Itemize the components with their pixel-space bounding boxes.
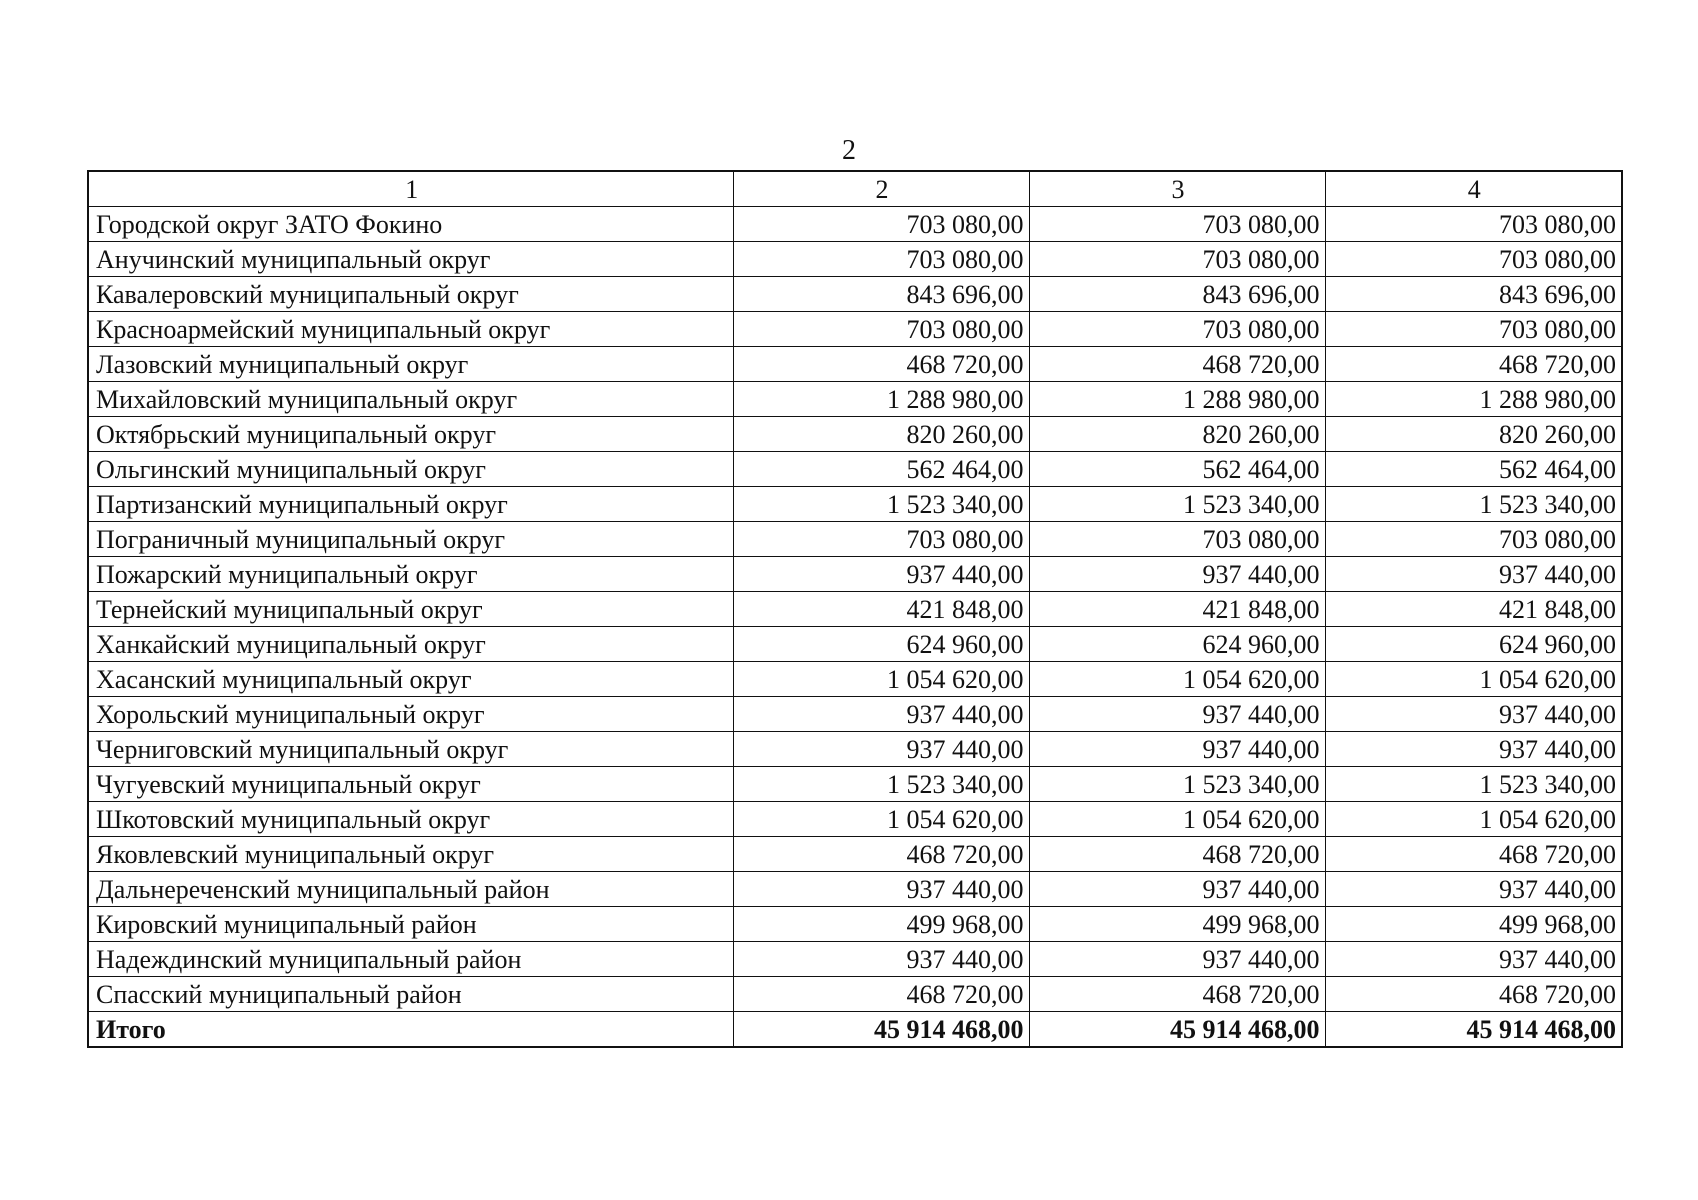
value-cell-col4: 1 523 340,00 <box>1325 767 1622 802</box>
value-cell-col2: 468 720,00 <box>733 347 1029 382</box>
table-row <box>88 557 1622 592</box>
municipality-name-cell: Партизанский муниципальный округ <box>88 487 733 522</box>
value-cell-col2: 1 288 980,00 <box>733 382 1029 417</box>
municipality-name-cell: Хорольский муниципальный округ <box>88 697 733 732</box>
value-cell-col2: 1 054 620,00 <box>733 802 1029 837</box>
value-cell-col2: 937 440,00 <box>733 732 1029 767</box>
municipality-name-cell: Кавалеровский муниципальный округ <box>88 277 733 312</box>
municipality-name-cell: Черниговский муниципальный округ <box>88 732 733 767</box>
municipality-name-cell: Ханкайский муниципальный округ <box>88 627 733 662</box>
value-cell-col3: 468 720,00 <box>1029 347 1325 382</box>
municipality-name-cell: Спасский муниципальный район <box>88 977 733 1012</box>
value-cell-col3: 937 440,00 <box>1029 697 1325 732</box>
total-value-col4: 45 914 468,00 <box>1325 1012 1622 1048</box>
value-cell-col4: 1 054 620,00 <box>1325 662 1622 697</box>
total-row <box>88 1012 1622 1048</box>
table-row <box>88 627 1622 662</box>
column-header-4: 4 <box>1325 171 1622 207</box>
municipality-name-cell: Октябрьский муниципальный округ <box>88 417 733 452</box>
value-cell-col3: 703 080,00 <box>1029 242 1325 277</box>
value-cell-col4: 703 080,00 <box>1325 207 1622 242</box>
value-cell-col2: 624 960,00 <box>733 627 1029 662</box>
value-cell-col4: 843 696,00 <box>1325 277 1622 312</box>
municipality-name-cell: Дальнереченский муниципальный район <box>88 872 733 907</box>
value-cell-col3: 562 464,00 <box>1029 452 1325 487</box>
value-cell-col3: 937 440,00 <box>1029 557 1325 592</box>
value-cell-col3: 499 968,00 <box>1029 907 1325 942</box>
value-cell-col4: 499 968,00 <box>1325 907 1622 942</box>
value-cell-col4: 703 080,00 <box>1325 522 1622 557</box>
value-cell-col2: 703 080,00 <box>733 207 1029 242</box>
municipality-name-cell: Пограничный муниципальный округ <box>88 522 733 557</box>
table-row <box>88 732 1622 767</box>
table-row <box>88 382 1622 417</box>
municipality-name-cell: Городской округ ЗАТО Фокино <box>88 207 733 242</box>
municipality-name-cell: Надеждинский муниципальный район <box>88 942 733 977</box>
value-cell-col4: 1 054 620,00 <box>1325 802 1622 837</box>
table-row <box>88 907 1622 942</box>
value-cell-col4: 1 288 980,00 <box>1325 382 1622 417</box>
value-cell-col2: 499 968,00 <box>733 907 1029 942</box>
table-row <box>88 452 1622 487</box>
table-row <box>88 592 1622 627</box>
value-cell-col4: 703 080,00 <box>1325 312 1622 347</box>
value-cell-col2: 468 720,00 <box>733 837 1029 872</box>
value-cell-col3: 468 720,00 <box>1029 977 1325 1012</box>
table-row <box>88 417 1622 452</box>
value-cell-col2: 1 523 340,00 <box>733 487 1029 522</box>
value-cell-col2: 1 054 620,00 <box>733 662 1029 697</box>
value-cell-col4: 468 720,00 <box>1325 977 1622 1012</box>
municipality-name-cell: Чугуевский муниципальный округ <box>88 767 733 802</box>
column-header-2: 2 <box>733 171 1029 207</box>
value-cell-col3: 1 523 340,00 <box>1029 487 1325 522</box>
municipality-name-cell: Тернейский муниципальный округ <box>88 592 733 627</box>
value-cell-col3: 1 054 620,00 <box>1029 802 1325 837</box>
municipality-name-cell: Шкотовский муниципальный округ <box>88 802 733 837</box>
column-header-1: 1 <box>88 171 733 207</box>
allocation-table <box>87 170 1623 1048</box>
value-cell-col2: 820 260,00 <box>733 417 1029 452</box>
municipality-name-cell: Красноармейский муниципальный округ <box>88 312 733 347</box>
municipality-name-cell: Яковлевский муниципальный округ <box>88 837 733 872</box>
value-cell-col4: 703 080,00 <box>1325 242 1622 277</box>
value-cell-col2: 468 720,00 <box>733 977 1029 1012</box>
table-row <box>88 872 1622 907</box>
value-cell-col2: 703 080,00 <box>733 522 1029 557</box>
value-cell-col3: 468 720,00 <box>1029 837 1325 872</box>
value-cell-col4: 624 960,00 <box>1325 627 1622 662</box>
table-body <box>88 207 1622 1048</box>
total-value-col2: 45 914 468,00 <box>733 1012 1029 1048</box>
value-cell-col3: 937 440,00 <box>1029 942 1325 977</box>
table-row <box>88 312 1622 347</box>
value-cell-col3: 820 260,00 <box>1029 417 1325 452</box>
municipality-name-cell: Хасанский муниципальный округ <box>88 662 733 697</box>
table-row <box>88 207 1622 242</box>
value-cell-col3: 624 960,00 <box>1029 627 1325 662</box>
municipality-name-cell: Ольгинский муниципальный округ <box>88 452 733 487</box>
column-header-3: 3 <box>1029 171 1325 207</box>
total-value-col3: 45 914 468,00 <box>1029 1012 1325 1048</box>
value-cell-col2: 421 848,00 <box>733 592 1029 627</box>
value-cell-col3: 937 440,00 <box>1029 872 1325 907</box>
table-row <box>88 802 1622 837</box>
value-cell-col2: 937 440,00 <box>733 697 1029 732</box>
table-row <box>88 662 1622 697</box>
value-cell-col4: 1 523 340,00 <box>1325 487 1622 522</box>
table-row <box>88 242 1622 277</box>
table-row <box>88 837 1622 872</box>
table-header <box>88 171 1622 207</box>
table-row <box>88 522 1622 557</box>
table-row <box>88 277 1622 312</box>
value-cell-col4: 562 464,00 <box>1325 452 1622 487</box>
header-row <box>88 171 1622 207</box>
table-row <box>88 347 1622 382</box>
value-cell-col3: 703 080,00 <box>1029 312 1325 347</box>
table-row <box>88 977 1622 1012</box>
value-cell-col4: 820 260,00 <box>1325 417 1622 452</box>
value-cell-col2: 703 080,00 <box>733 242 1029 277</box>
value-cell-col3: 703 080,00 <box>1029 207 1325 242</box>
value-cell-col4: 937 440,00 <box>1325 942 1622 977</box>
value-cell-col4: 937 440,00 <box>1325 872 1622 907</box>
value-cell-col3: 703 080,00 <box>1029 522 1325 557</box>
value-cell-col3: 421 848,00 <box>1029 592 1325 627</box>
municipality-name-cell: Кировский муниципальный район <box>88 907 733 942</box>
municipality-name-cell: Лазовский муниципальный округ <box>88 347 733 382</box>
value-cell-col4: 937 440,00 <box>1325 697 1622 732</box>
value-cell-col4: 937 440,00 <box>1325 732 1622 767</box>
total-label-cell: Итого <box>88 1012 733 1048</box>
table-row <box>88 487 1622 522</box>
value-cell-col2: 1 523 340,00 <box>733 767 1029 802</box>
value-cell-col2: 703 080,00 <box>733 312 1029 347</box>
value-cell-col3: 1 523 340,00 <box>1029 767 1325 802</box>
municipality-name-cell: Анучинский муниципальный округ <box>88 242 733 277</box>
value-cell-col4: 421 848,00 <box>1325 592 1622 627</box>
page-number: 2 <box>842 135 856 166</box>
value-cell-col4: 937 440,00 <box>1325 557 1622 592</box>
table-row <box>88 767 1622 802</box>
value-cell-col4: 468 720,00 <box>1325 347 1622 382</box>
table-row <box>88 942 1622 977</box>
table-row <box>88 697 1622 732</box>
value-cell-col3: 1 054 620,00 <box>1029 662 1325 697</box>
value-cell-col3: 843 696,00 <box>1029 277 1325 312</box>
value-cell-col3: 1 288 980,00 <box>1029 382 1325 417</box>
value-cell-col4: 468 720,00 <box>1325 837 1622 872</box>
municipality-name-cell: Михайловский муниципальный округ <box>88 382 733 417</box>
value-cell-col2: 562 464,00 <box>733 452 1029 487</box>
value-cell-col3: 937 440,00 <box>1029 732 1325 767</box>
municipality-name-cell: Пожарский муниципальный округ <box>88 557 733 592</box>
value-cell-col2: 937 440,00 <box>733 557 1029 592</box>
value-cell-col2: 843 696,00 <box>733 277 1029 312</box>
value-cell-col2: 937 440,00 <box>733 942 1029 977</box>
value-cell-col2: 937 440,00 <box>733 872 1029 907</box>
